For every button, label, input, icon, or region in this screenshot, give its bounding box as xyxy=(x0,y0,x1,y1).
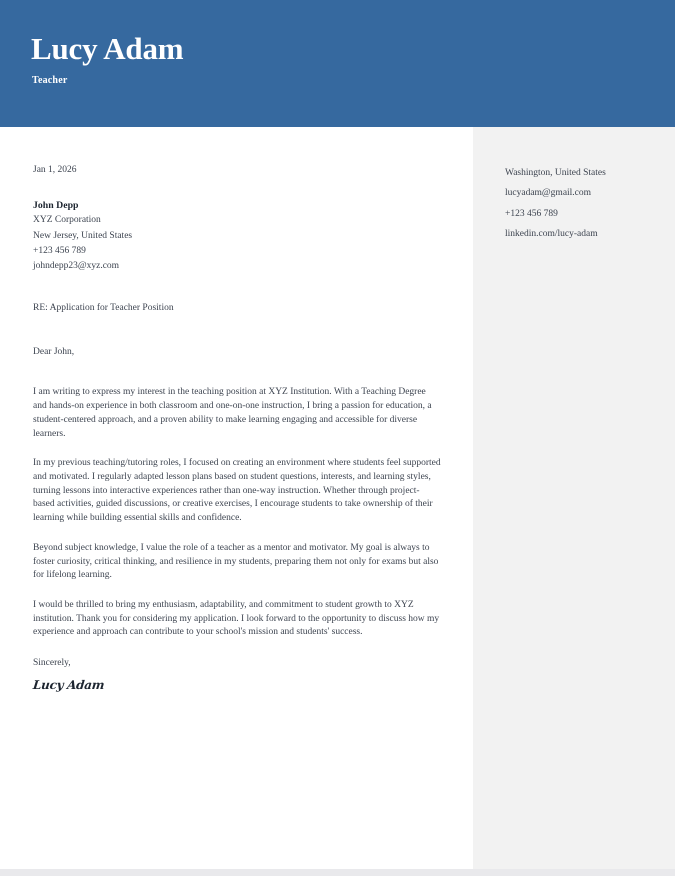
contact-linkedin[interactable]: linkedin.com/lucy-adam xyxy=(505,228,598,239)
contact-phone: +123 456 789 xyxy=(505,208,558,219)
letter-content xyxy=(33,163,441,694)
job-title-subtitle: Teacher xyxy=(32,75,68,86)
recipient-email: johndepp23@xyz.com xyxy=(33,261,120,272)
recipient-phone: +123 456 789 xyxy=(33,245,86,256)
body-paragraph: I would be thrilled to bring my enthusiasm, adaptability, and commitment to student growth to XYZ institution. Thank you for considering my application. I look forward to the opportunity to discuss how my experience and approach can contribute to your school's mission and students' success. xyxy=(33,599,440,638)
letter-date: Jan 1, 2026 xyxy=(33,165,77,175)
contact-list xyxy=(505,163,670,244)
contact-email[interactable]: lucyadam@gmail.com xyxy=(505,188,592,199)
page-bottom-edge xyxy=(0,869,675,876)
body-paragraph: I am writing to express my interest in the teaching position at XYZ Institution. With a Teaching Degree and hands-on experience in both classroom and one-on-one instruction, I bring a passion for education, a student-centered approach, and a proven ability to make learning engaging and accessible for diverse learners. xyxy=(33,387,432,439)
contact-location: Washington, United States xyxy=(505,168,606,178)
page-title: Lucy Adam xyxy=(31,31,184,66)
body-paragraph: In my previous teaching/tutoring roles, I focused on creating an environment where students feel supported and motivated. I regularly adapted lesson plans based on student questions, interests, and learning styles, turning lessons into interactive experiences rather than one-way instruction. Whether through project-based activities, guided discussions, or creative exercises, I encourage students to take ownership of their learning while building essential skills and confidence. xyxy=(33,458,441,524)
recipient-location: New Jersey, United States xyxy=(33,230,133,241)
closing-salutation: Sincerely, xyxy=(33,658,71,669)
recipient-name: John Depp xyxy=(33,200,79,211)
letter-main-column xyxy=(0,127,473,869)
recipient-block xyxy=(33,198,441,274)
contact-sidebar xyxy=(473,127,675,869)
recipient-company: XYZ Corporation xyxy=(33,215,101,226)
body-area xyxy=(0,127,675,869)
header-banner xyxy=(0,0,675,127)
subject-line: RE: Application for Teacher Position xyxy=(33,303,174,314)
signature: Lucy Adam xyxy=(32,678,105,693)
body-paragraph: Beyond subject knowledge, I value the role of a teacher as a mentor and motivator. My goal is always to foster curiosity, critical thinking, and resilience in my students, preparing them not only for exams but also for lifelong learning. xyxy=(33,542,439,581)
salutation: Dear John, xyxy=(33,347,75,358)
